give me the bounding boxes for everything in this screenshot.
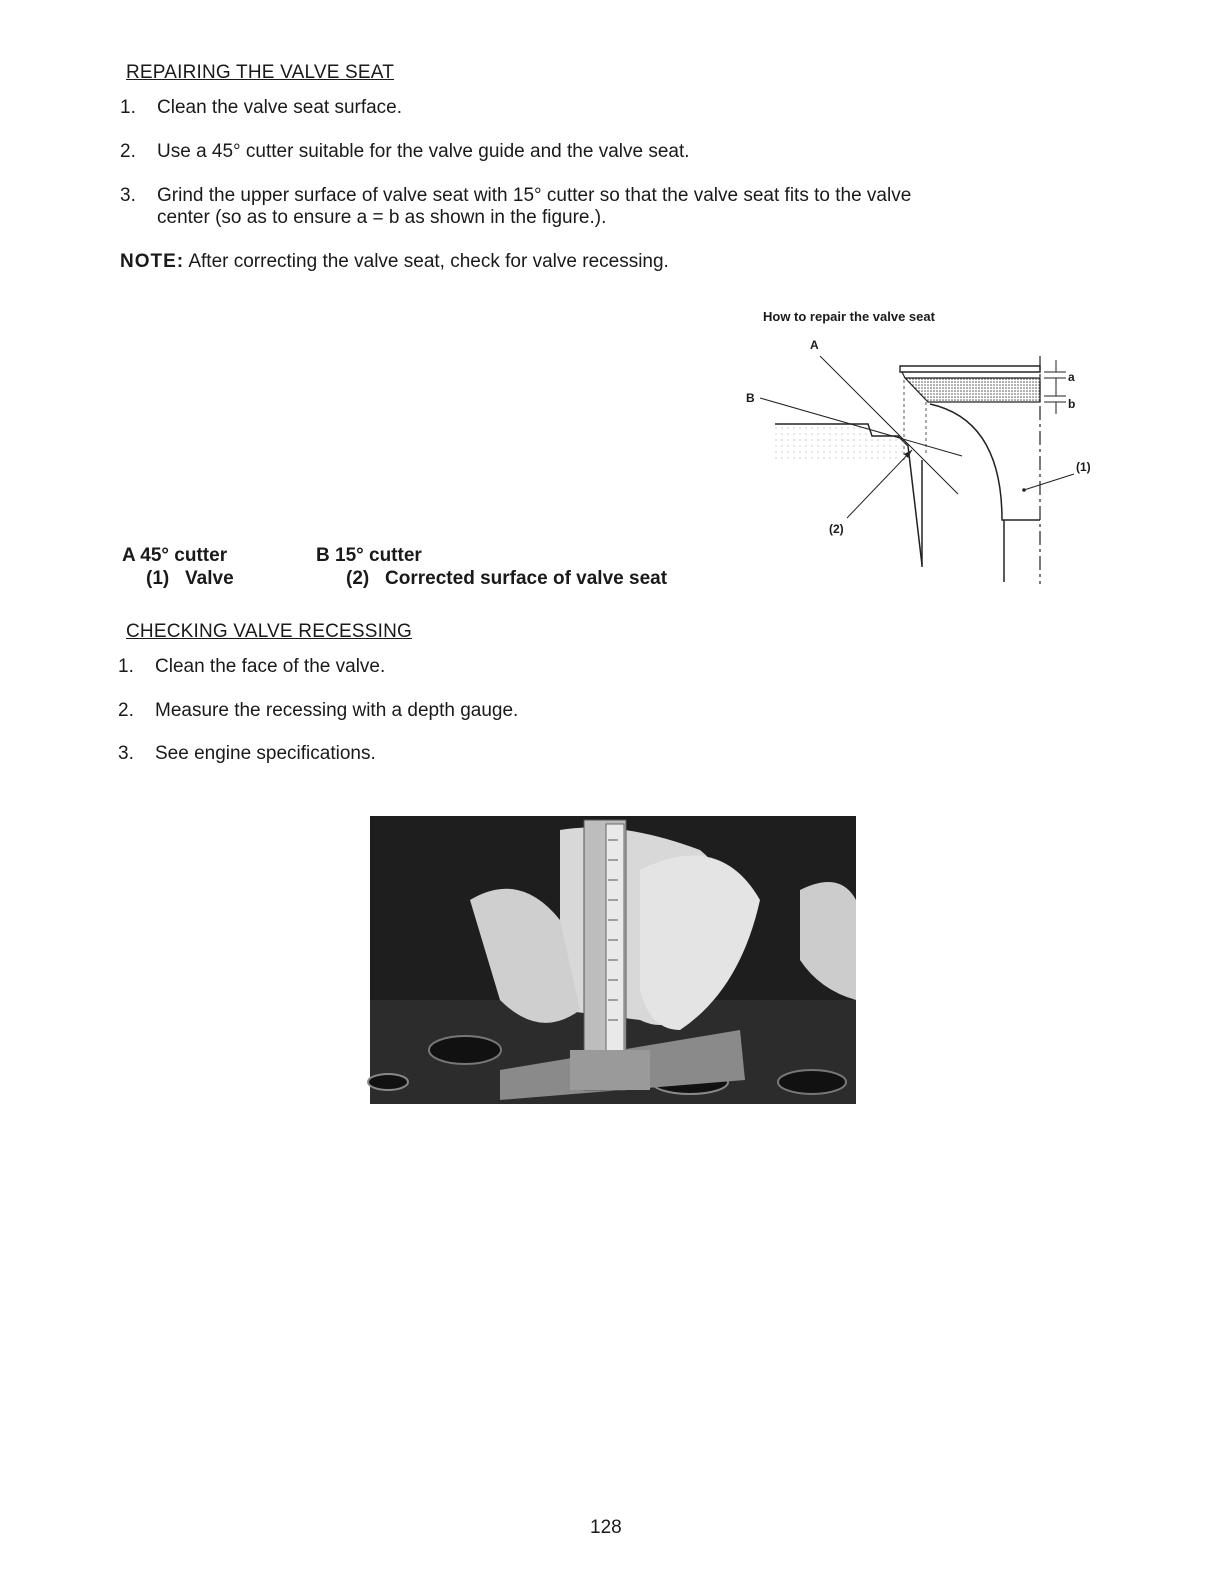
step-text: Use a 45° cutter suitable for the valve guide and the valve seat.: [157, 141, 690, 162]
label-1: (1): [1076, 460, 1091, 474]
label-2: (2): [829, 522, 844, 536]
figure-caption: How to repair the valve seat: [763, 309, 935, 324]
legend-1: (1) Valve: [146, 568, 234, 589]
legend-2: (2) Corrected surface of valve seat: [346, 568, 668, 589]
step-text: Grind the upper surface of valve seat with 15° cutter so that the valve seat fits to the valve: [157, 185, 912, 206]
step-number: 2.: [120, 141, 136, 162]
label-A: A: [810, 338, 819, 352]
leader-dot: [1022, 488, 1026, 492]
depth-gauge-photo: [368, 816, 856, 1104]
step-text: Clean the face of the valve.: [155, 656, 386, 677]
step-text: Measure the recessing with a depth gauge.: [155, 700, 519, 721]
note-label: NOTE:: [120, 251, 185, 272]
note-text: After correcting the valve seat, check for valve recessing.: [184, 251, 669, 272]
dimension-marks: [1044, 360, 1066, 414]
leader-line-1: [1024, 474, 1074, 490]
leader-line-2: [847, 450, 912, 518]
step-text-continued: center (so as to ensure a = b as shown in the figure.).: [157, 207, 607, 228]
legend-a: A 45° cutter: [122, 545, 228, 566]
page-number: 128: [590, 1517, 622, 1538]
label-a: a: [1068, 370, 1075, 384]
section-heading-checking: CHECKING VALVE RECESSING: [126, 621, 412, 642]
step-number: 2.: [118, 700, 134, 721]
step-number: 3.: [118, 743, 134, 764]
label-b: b: [1068, 397, 1076, 411]
step-number: 1.: [120, 97, 136, 118]
valve-seat-body: [775, 424, 922, 567]
step-number: 1.: [118, 656, 134, 677]
step-3: [118, 743, 376, 765]
step-2: [118, 700, 518, 722]
step-number: 3.: [120, 185, 136, 206]
valve-head: [900, 356, 1040, 584]
legend-b: B 15° cutter: [316, 545, 422, 566]
label-B: B: [746, 391, 755, 405]
cutter-45-line: [820, 356, 958, 494]
step-text: See engine specifications.: [155, 743, 376, 764]
section-heading-repairing: REPAIRING THE VALVE SEAT: [126, 62, 395, 83]
step-text: Clean the valve seat surface.: [157, 97, 403, 118]
step-1: [118, 656, 385, 678]
